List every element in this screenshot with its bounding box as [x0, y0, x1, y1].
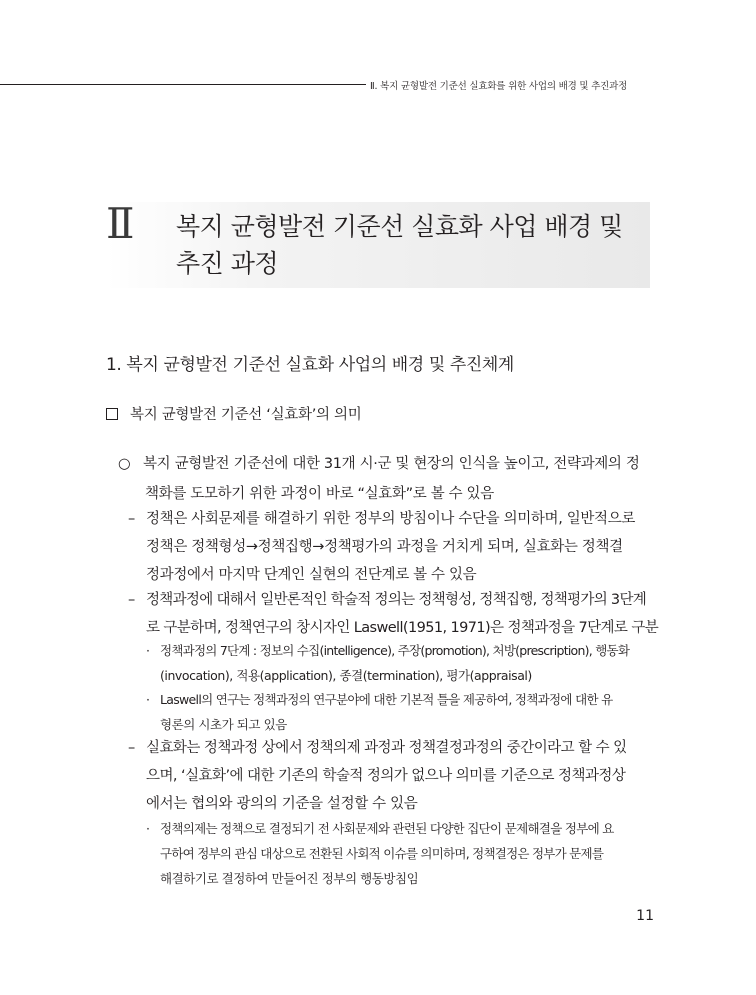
header-rule: [0, 84, 366, 85]
dot-bullet-icon: ·: [146, 643, 150, 658]
chapter-heading: [106, 202, 650, 288]
body-line: Laswell의 연구는 정책과정의 연구분야에 대한 기본적 틀을 제공하여, 정책과정에 대한 유: [160, 692, 613, 707]
chapter-title-line: 복지 균형발전 기준선 실효화 사업 배경 및: [176, 212, 623, 241]
body-line: 에서는 협의와 광의의 기준을 설정할 수 있음: [146, 796, 418, 812]
running-header: Ⅱ. 복지 균형발전 기준선 실효화를 위한 사업의 배경 및 추진과정: [370, 81, 628, 92]
chapter-number: Ⅱ: [106, 202, 139, 248]
body-line: 정책은 사회문제를 해결하기 위한 정부의 방침이나 수단을 의미하며, 일반적으로: [146, 511, 636, 527]
chapter-title: [176, 208, 646, 282]
body-line: 형론의 시초가 되고 있음: [160, 717, 287, 732]
chapter-title-line: 추진 과정: [176, 249, 279, 278]
body-line: 책화를 도모하기 위한 과정이 바로 “실효화”로 볼 수 있음: [145, 486, 494, 502]
body-line: 정책과정에 대해서 일반론적인 학술적 정의는 정책형성, 정책집행, 정책평가의 3단계: [146, 592, 647, 608]
dash-bullet-icon: –: [128, 511, 135, 527]
body-line: 정책과정의 7단계 : 정보의 수집(intelligence), 주장(promotion), 처방(prescription), 행동화: [160, 643, 630, 658]
body-line: 정책의제는 정책으로 결정되기 전 사회문제와 관련된 다양한 집단이 문제해결을 정부에 요: [160, 821, 614, 836]
body-line: (invocation), 적용(application), 종결(termination), 평가(appraisal): [160, 668, 532, 683]
body-line: 정과정에서 마지막 단계인 실현의 전단계로 볼 수 있음: [146, 567, 477, 583]
dot-bullet-icon: ·: [146, 692, 150, 707]
page-number: 11: [636, 908, 654, 924]
dash-bullet-icon: –: [128, 592, 135, 608]
dash-bullet-icon: –: [128, 740, 135, 756]
section-title: 1. 복지 균형발전 기준선 실효화 사업의 배경 및 추진체계: [106, 355, 514, 375]
square-bullet-icon: [106, 408, 118, 420]
circle-bullet-icon: ○: [118, 456, 131, 472]
dot-bullet-icon: ·: [146, 821, 150, 836]
body-line: 구하여 정부의 관심 대상으로 전환된 사회적 이슈를 의미하며, 정책결정은 정부가 문제를: [160, 846, 604, 861]
body-line: 으며, ‘실효화’에 대한 기존의 학술적 정의가 없으나 의미를 기준으로 정책과정상: [146, 768, 626, 784]
body-line: 복지 균형발전 기준선에 대한 31개 시·군 및 현장의 인식을 높이고, 전략과제의 정: [143, 456, 640, 472]
body-line: 실효화는 정책과정 상에서 정책의제 과정과 정책결정과정의 중간이라고 할 수 있: [146, 740, 627, 756]
body-line: 정책은 정책형성→정책집행→정책평가의 과정을 거치게 되며, 실효화는 정책결: [146, 539, 623, 555]
body-line: 로 구분하며, 정책연구의 창시자인 Laswell(1951, 1971)은 정책과정을 7단계로 구분: [146, 620, 659, 636]
body-line: 해결하기로 결정하여 만들어진 정부의 행동방침임: [160, 871, 419, 886]
subsection-text: 복지 균형발전 기준선 ‘실효화’의 의미: [130, 407, 362, 423]
subsection-heading: [106, 403, 666, 427]
